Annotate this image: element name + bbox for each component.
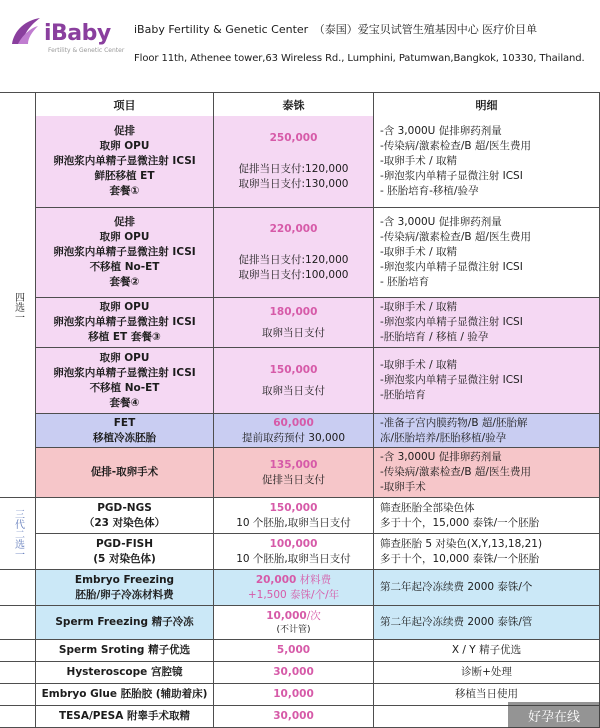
price-cell: 5,000 [214,640,374,662]
item-cell: 促排 取卵 OPU 卵泡浆内单精子显微注射 ICSI 鲜胚移植 ET 套餐① [36,116,214,208]
watermark-label: 好孕在线 [508,702,600,728]
item-cell: Embryo Freezing 胚胎/卵子冷冻材料费 [36,570,214,606]
item-cell: Hysteroscope 宫腔镜 [36,662,214,684]
detail-cell: -含 3,000U 促排卵药剂量 -传染病/激素检查/B 超/医生费用 -取卵手术 / 取精 -卵泡浆内单精子显微注射 ICSI - 胚胎培育-移植/验孕 [374,116,600,208]
detail-cell: -含 3,000U 促排卵药剂量 -传染病/激素检查/B 超/医生费用 -取卵手术 [374,448,600,498]
price-cell: 180,000 取卵当日支付 [214,298,374,348]
detail-cell: -取卵手术 / 取精 -卵泡浆内单精子显微注射 ICSI -胚胎培育 / 移植 / 验孕 [374,298,600,348]
group-label-four-choose-one: 四选一 [0,116,36,498]
table-row [0,662,600,684]
detail-cell: -准备子宫内膜药物/B 超/胚胎解 冻/胚胎培养/胚胎移植/验孕 [374,414,600,448]
price-cell: 30,000 [214,662,374,684]
document-title: iBaby Fertility & Genetic Center （泰国）爱宝贝试管生殖基因中心 医疗价目单 [134,23,538,36]
ibaby-logo-icon [8,14,44,48]
price-cell: 60,000 提前取药预付 30,000 [214,414,374,448]
price-cell: 250,000 促排当日支付:120,000 取卵当日支付:130,000 [214,116,374,208]
price-cell: 135,000 促排当日支付 [214,448,374,498]
table-row [0,414,600,448]
item-cell: 促排-取卵手术 [36,448,214,498]
group-label-third-gen: 三代二选一 [0,498,36,570]
table-row [0,208,600,298]
table-row [0,298,600,348]
item-cell: PGD-FISH (5 对染色体) [36,534,214,570]
price-cell: 20,000 材料费 +1,500 泰铢/个/年 [214,570,374,606]
price-cell: 30,000 [214,706,374,728]
table-header-row [0,92,600,117]
item-cell: 取卵 OPU 卵泡浆内单精子显微注射 ICSI 不移植 No-ET 套餐④ [36,348,214,414]
header-detail: 明细 [374,93,600,117]
item-cell: 取卵 OPU 卵泡浆内单精子显微注射 ICSI 移植 ET 套餐③ [36,298,214,348]
table-row [0,498,600,534]
detail-cell: -取卵手术 / 取精 -卵泡浆内单精子显微注射 ICSI -胚胎培育 [374,348,600,414]
detail-cell: 筛查胚胎 5 对染色(X,Y,13,18,21) 多于十个，10,000 泰铢/一个胚胎 [374,534,600,570]
table-row [0,570,600,606]
item-cell: PGD-NGS （23 对染色体） [36,498,214,534]
detail-cell: 第二年起冷冻续费 2000 泰铢/个 [374,570,600,606]
header-item: 项目 [36,93,214,117]
brand-name: iBaby [44,21,111,46]
detail-cell: 移植当日使用 [374,684,600,706]
detail-cell: 筛查胚胎全部染色体 多于十个，15,000 泰铢/一个胚胎 [374,498,600,534]
price-cell: 220,000 促排当日支付:120,000 取卵当日支付:100,000 [214,208,374,298]
clinic-address: Floor 11th, Athenee tower,63 Wireless Rd., Lumphini, Patumwan,Bangkok, 10330, Thailand. [134,53,585,64]
price-cell: 150,000 10 个胚胎,取卵当日支付 [214,498,374,534]
table-row [0,116,600,208]
price-cell: 10,000/次 (不计管) [214,606,374,640]
table-row [0,606,600,640]
item-cell: TESA/PESA 附睾手术取精 [36,706,214,728]
table-row [0,448,600,498]
detail-cell: X / Y 精子优选 [374,640,600,662]
item-cell: FET 移植冷冻胚胎 [36,414,214,448]
table-row [0,534,600,570]
brand-tagline: Fertility & Genetic Center [48,47,125,54]
item-cell: 促排 取卵 OPU 卵泡浆内单精子显微注射 ICSI 不移植 No-ET 套餐② [36,208,214,298]
detail-cell: 第二年起冷冻续费 2000 泰铢/管 [374,606,600,640]
header-price: 泰铢 [214,93,374,117]
page-header [0,0,600,88]
table-row [0,348,600,414]
detail-cell: -含 3,000U 促排卵药剂量 -传染病/激素检查/B 超/医生费用 -取卵手术 / 取精 -卵泡浆内单精子显微注射 ICSI - 胚胎培育 [374,208,600,298]
price-cell: 100,000 10 个胚胎,取卵当日支付 [214,534,374,570]
price-cell: 10,000 [214,684,374,706]
item-cell: Sperm Sroting 精子优选 [36,640,214,662]
price-cell: 150,000 取卵当日支付 [214,348,374,414]
table-row [0,640,600,662]
detail-cell: 诊断+处理 [374,662,600,684]
item-cell: Embryo Glue 胚胎胶 (辅助着床) [36,684,214,706]
item-cell: Sperm Freezing 精子冷冻 [36,606,214,640]
